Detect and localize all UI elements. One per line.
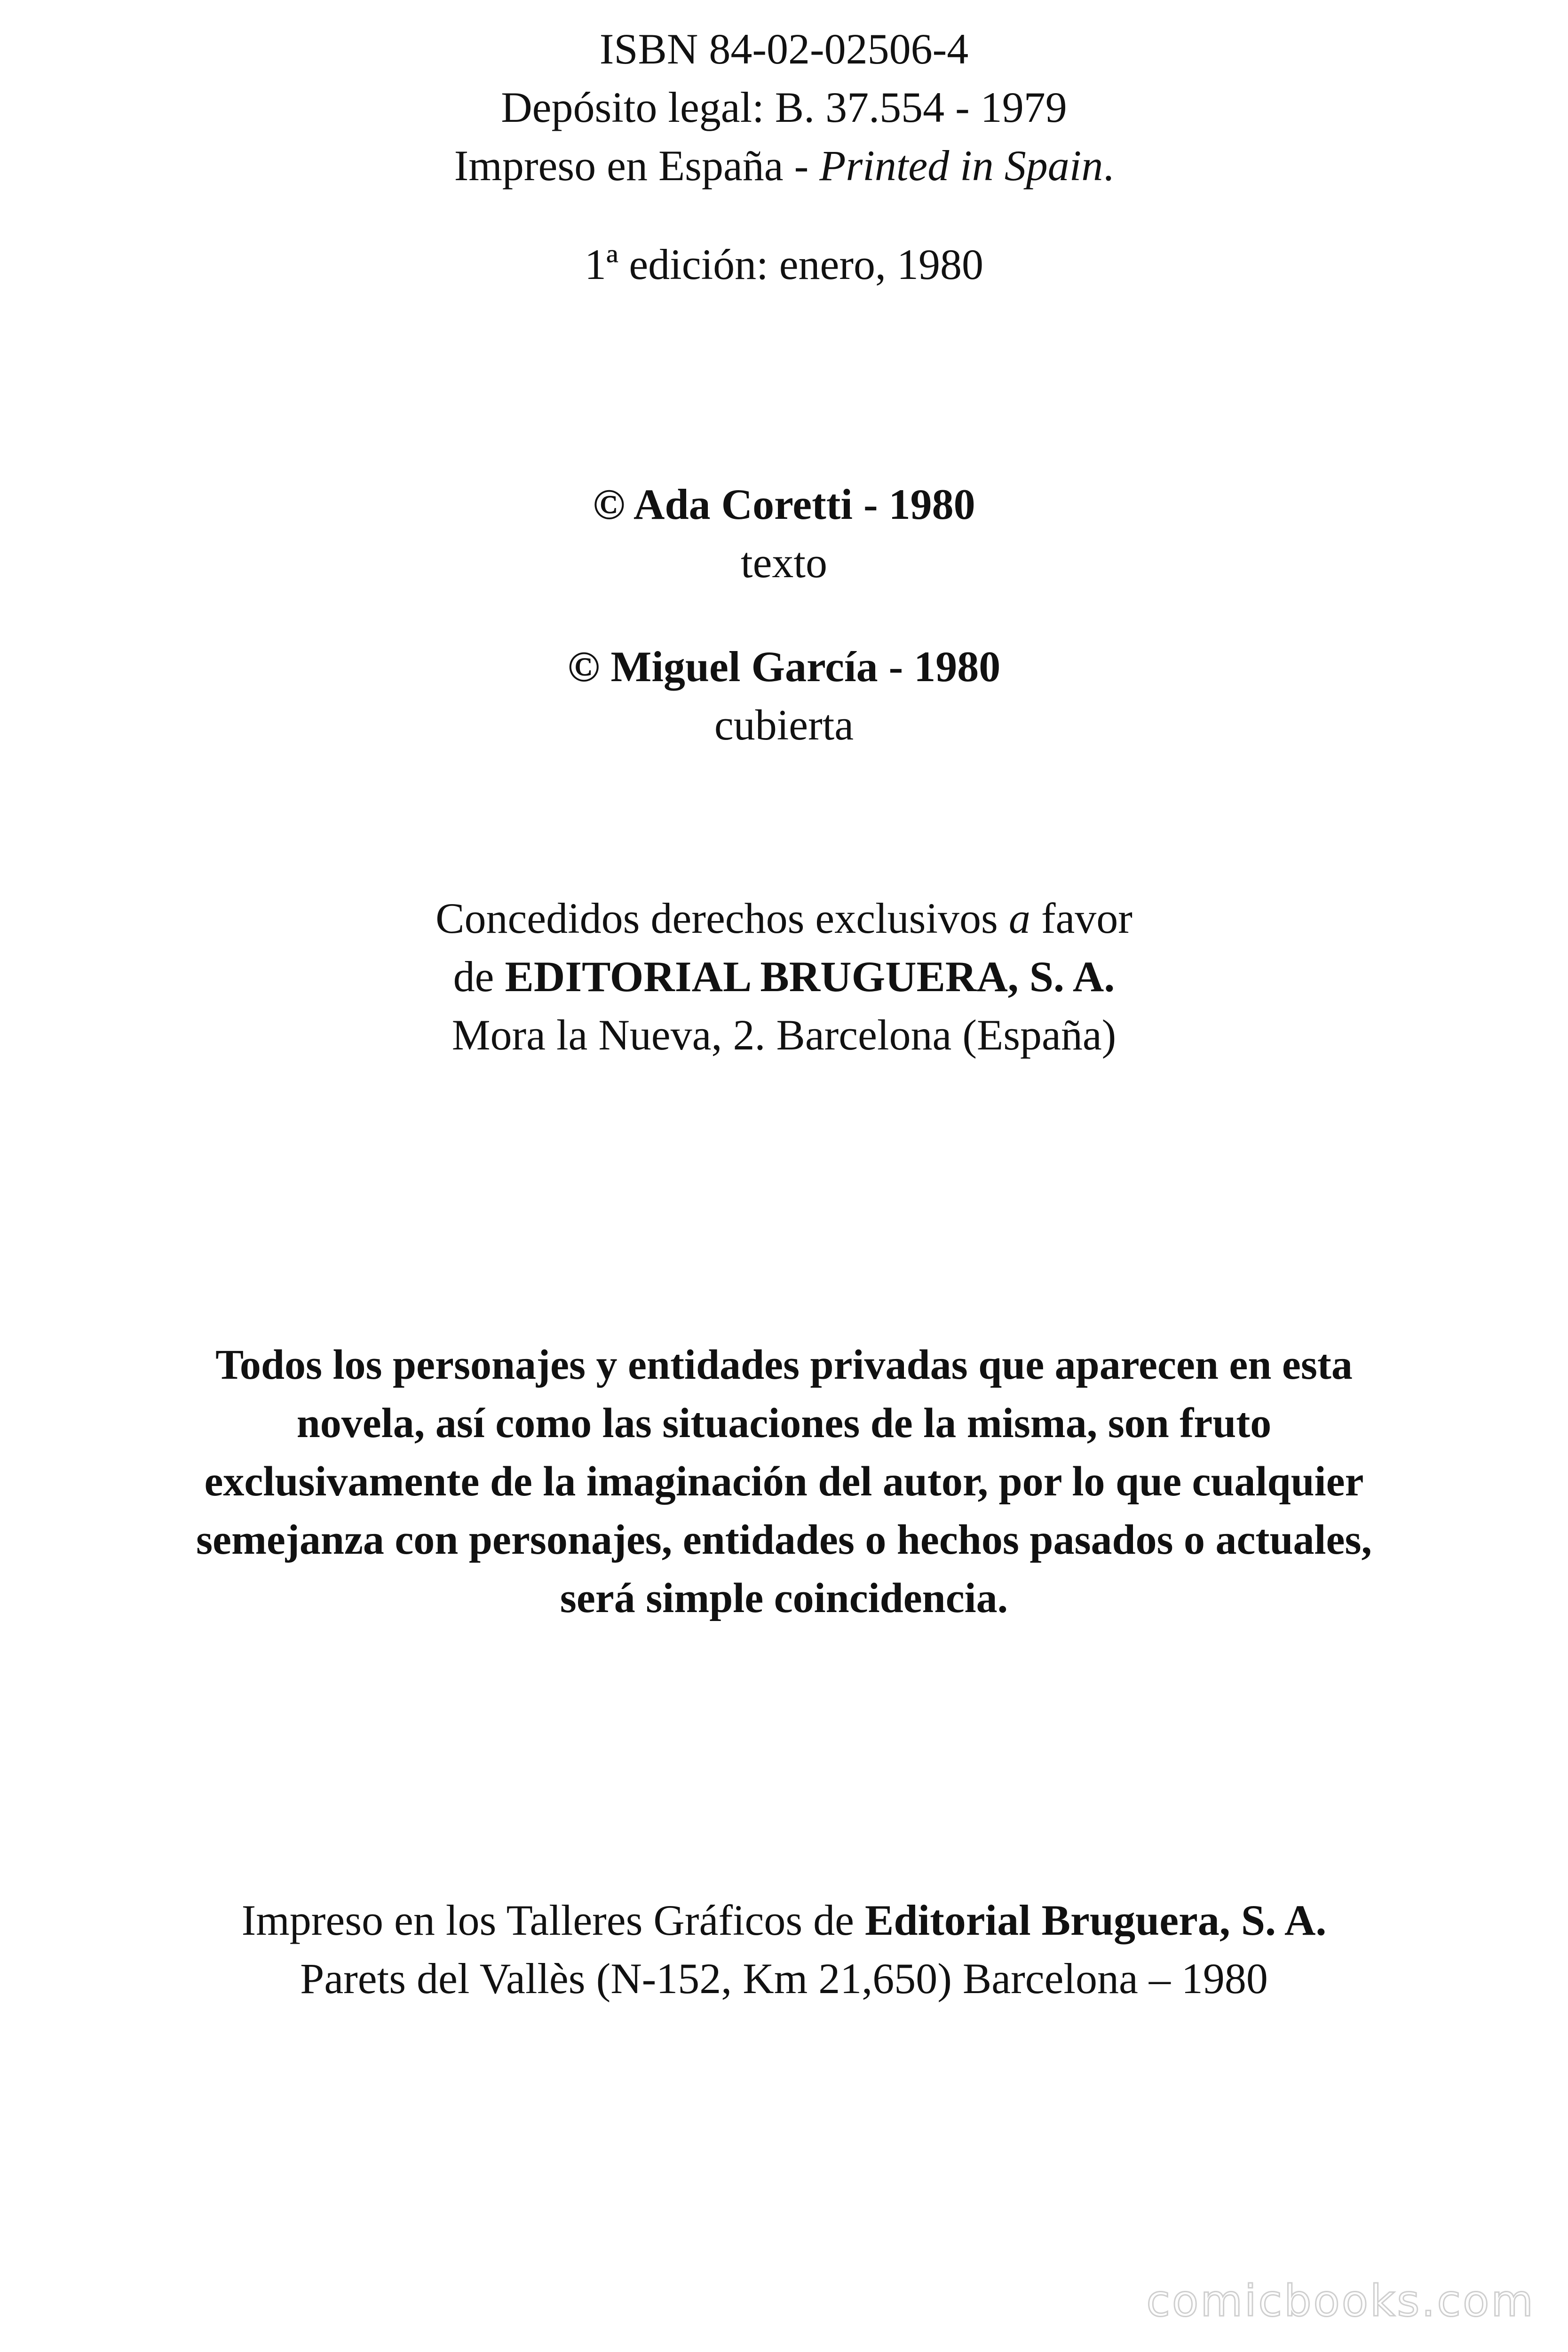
imprint-block — [0, 20, 1568, 195]
printer-block — [0, 1891, 1568, 2008]
site-watermark: comicbooks.com — [1146, 2276, 1535, 2326]
printed-in-suffix: . — [1103, 142, 1114, 190]
printer-address: Parets del Vallès (N-152, Km 21,650) Barcelona – 1980 — [300, 1955, 1268, 2002]
edition-line: 1ª edición: enero, 1980 — [584, 240, 984, 288]
rights-line-1-suffix: favor — [1030, 894, 1132, 942]
rights-line-2-prefix: de — [453, 953, 505, 1001]
copyright-cover-block — [0, 637, 1568, 754]
cover-copyright-holder: © Miguel García - 1980 — [567, 643, 1001, 691]
deposito-legal-line: Depósito legal: B. 37.554 - 1979 — [501, 83, 1067, 131]
isbn-line: ISBN 84-02-02506-4 — [599, 25, 969, 73]
rights-block — [0, 889, 1568, 1064]
disclaimer-line: semejanza con personajes, entidades o hechos pasados o actuales, — [196, 1517, 1372, 1563]
printer-name: Editorial Bruguera, S. A. — [865, 1896, 1327, 1944]
edition-block — [0, 235, 1568, 294]
text-copyright-holder: © Ada Coretti - 1980 — [593, 480, 975, 528]
printed-in-line — [0, 136, 1568, 195]
printer-line-1 — [0, 1891, 1568, 1949]
disclaimer-line: será simple coincidencia. — [560, 1575, 1008, 1621]
printed-in-italic: Printed in Spain — [819, 142, 1103, 190]
disclaimer-line: Todos los personajes y entidades privadas que aparecen en esta — [215, 1342, 1353, 1388]
printer-line-1-prefix: Impreso en los Talleres Gráficos de — [241, 1896, 865, 1944]
rights-line-1-prefix: Concedidos derechos exclusivos — [436, 894, 1009, 942]
rights-line-2 — [0, 947, 1568, 1006]
disclaimer-line: novela, así como las situaciones de la misma, son fruto — [296, 1400, 1272, 1446]
publisher-address: Mora la Nueva, 2. Barcelona (España) — [451, 1011, 1117, 1059]
rights-line-1 — [0, 889, 1568, 947]
printed-in-prefix: Impreso en España - — [454, 142, 820, 190]
disclaimer-line: exclusivamente de la imaginación del autor, por lo que cualquier — [204, 1458, 1364, 1505]
disclaimer-block — [0, 1336, 1568, 1628]
rights-line-1-italic: a — [1008, 894, 1030, 942]
cover-copyright-role: cubierta — [714, 701, 854, 749]
text-copyright-role: texto — [741, 539, 827, 587]
publisher-name: EDITORIAL BRUGUERA, S. A. — [505, 953, 1115, 1001]
copyright-text-block — [0, 475, 1568, 592]
